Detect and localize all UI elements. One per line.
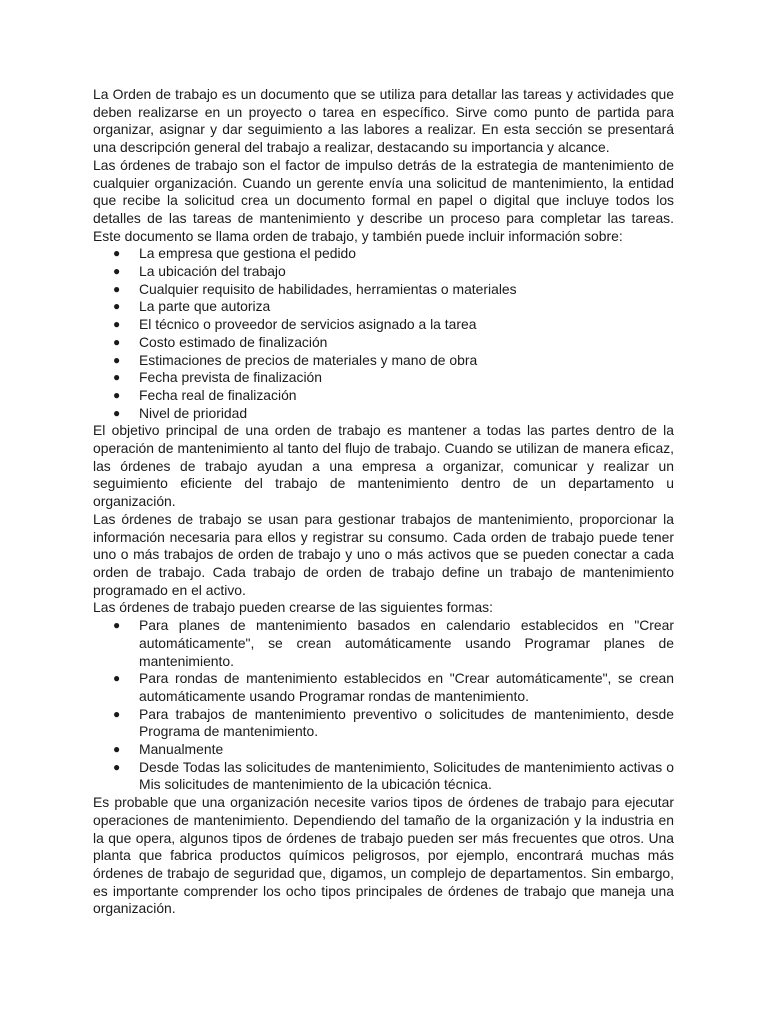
types-paragraph: Es probable que una organización necesite varios tipos de órdenes de trabajo para ejecutar operaciones de mantenimiento. Dependiendo del tamaño de la organización y la industria en la que opera, algunos tipos de órdenes de trabajo pueden ser más frecuentes que otros. Una planta que fabrica productos químicos peligrosos, por ejemplo, encontrará muchas más órdenes de trabajo de seguridad que, digamos, un complejo de departamentos. Sin embargo, es importante comprender los ocho tipos principales de órdenes de trabajo que maneja una organización. <box>93 794 674 917</box>
bullet-icon: ● <box>113 281 121 296</box>
list-item-text: Fecha prevista de finalización <box>139 369 322 386</box>
list-item-text: Para trabajos de mantenimiento preventivo o solicitudes de mantenimiento, desde Programa de mantenimiento. <box>139 705 674 740</box>
bullet-icon: ● <box>113 706 121 721</box>
list-item <box>93 316 674 334</box>
list-item <box>93 281 674 299</box>
list-item-text: Costo estimado de finalización <box>139 333 328 350</box>
list-item <box>93 670 674 705</box>
bullet-icon: ● <box>113 246 121 261</box>
list-item-text: Fecha real de finalización <box>139 386 297 403</box>
list-item-text: Manualmente <box>139 741 224 758</box>
bullet-icon: ● <box>113 264 121 279</box>
list-item <box>93 352 674 370</box>
list-item <box>93 405 674 423</box>
bullet-icon: ● <box>113 317 121 332</box>
list-item-text: Estimaciones de precios de materiales y mano de obra <box>139 351 478 368</box>
list-item <box>93 706 674 741</box>
list-item <box>93 369 674 387</box>
bullet-icon: ● <box>113 671 121 686</box>
bullet-icon: ● <box>113 618 121 633</box>
list-item <box>93 387 674 405</box>
bullet-icon: ● <box>113 299 121 314</box>
list-item-text: La parte que autoriza <box>139 298 271 315</box>
list-item-text: Cualquier requisito de habilidades, herramientas o materiales <box>139 280 517 297</box>
bullet-icon: ● <box>113 387 121 402</box>
list-item <box>93 617 674 670</box>
work-orders-paragraph: Las órdenes de trabajo son el factor de impulso detrás de la estrategia de mantenimiento de cualquier organización. Cuando un gerente envía una solicitud de mantenimiento, la entidad que recibe la solicitud crea un documento formal en papel o digital que incluye todos los detalles de las tareas de mantenimiento y describe un proceso para completar las tareas. Este documento se llama orden de trabajo, y también puede incluir información sobre: <box>93 156 674 244</box>
list-item-text: Nivel de prioridad <box>139 404 248 421</box>
bullet-icon: ● <box>113 405 121 420</box>
info-list <box>93 245 674 422</box>
list-item <box>93 245 674 263</box>
list-item-text: La empresa que gestiona el pedido <box>139 245 357 262</box>
list-item-text: La ubicación del trabajo <box>139 263 286 280</box>
list-item <box>93 759 674 794</box>
list-item <box>93 298 674 316</box>
forms-list <box>93 617 674 794</box>
list-item-text: Desde Todas las solicitudes de mantenimiento, Solicitudes de mantenimiento activas o Mis solicitudes de mantenimiento de la ubicación técnica. <box>139 758 674 793</box>
bullet-icon: ● <box>113 742 121 757</box>
bullet-icon: ● <box>113 759 121 774</box>
usage-paragraph: Las órdenes de trabajo se usan para gestionar trabajos de mantenimiento, proporcionar la información necesaria para ellos y registrar su consumo. Cada orden de trabajo puede tener uno o más trabajos de orden de trabajo y uno o más activos que se pueden conectar a cada orden de trabajo. Cada trabajo de orden de trabajo define un trabajo de mantenimiento programado en el activo. <box>93 510 674 598</box>
list-item <box>93 263 674 281</box>
list-item <box>93 334 674 352</box>
document-page <box>93 86 674 918</box>
list-item-text: Para rondas de mantenimiento establecidos en "Crear automáticamente", se crean automáticamente usando Programar rondas de mantenimiento. <box>139 670 674 704</box>
bullet-icon: ● <box>113 352 121 367</box>
intro-paragraph: La Orden de trabajo es un documento que se utiliza para detallar las tareas y actividades que deben realizarse en un proyecto o tarea en específico. Sirve como punto de partida para organizar, asignar y dar seguimiento a las labores a realizar. En esta sección se presentará una descripción general del trabajo a realizar, destacando su importancia y alcance. <box>93 86 674 156</box>
creation-paragraph: Las órdenes de trabajo pueden crearse de las siguientes formas: <box>93 599 493 616</box>
bullet-icon: ● <box>113 334 121 349</box>
bullet-icon: ● <box>113 370 121 385</box>
list-item <box>93 741 674 759</box>
list-item-text: El técnico o proveedor de servicios asignado a la tarea <box>139 316 477 333</box>
objective-paragraph: El objetivo principal de una orden de trabajo es mantener a todas las partes dentro de la operación de mantenimiento al tanto del flujo de trabajo. Cuando se utilizan de manera eficaz, las órdenes de trabajo ayudan a una empresa a organizar, comunicar y realizar un seguimiento eficiente del trabajo de mantenimiento dentro de un departamento u organización. <box>93 422 674 510</box>
list-item-text: Para planes de mantenimiento basados en calendario establecidos en "Crear automáticamente", se crean automáticamente usando Programar planes de mantenimiento. <box>139 617 674 669</box>
